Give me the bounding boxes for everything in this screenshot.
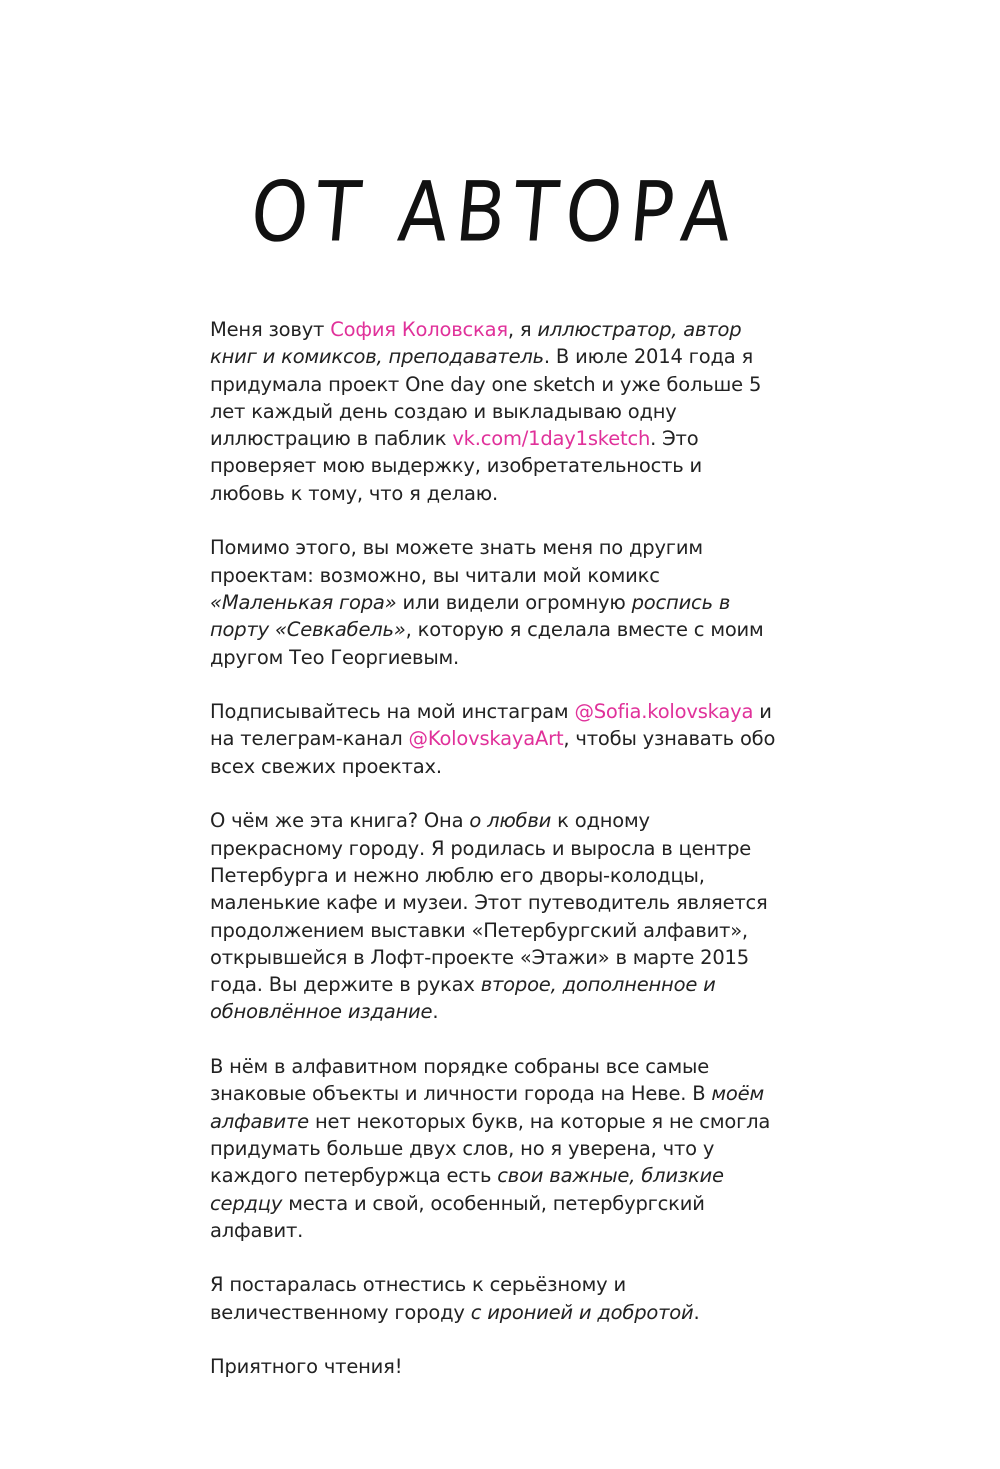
about-love: о любви — [469, 809, 552, 833]
text: В нём в алфавитном порядке собраны все самые знаковые объекты и личности города на Неве. В — [210, 1055, 712, 1106]
instagram-link[interactable]: @Sofia.kolovskaya — [574, 700, 754, 724]
text: . — [432, 1000, 439, 1024]
paragraph-alphabet — [210, 1053, 776, 1244]
text: , чтобы узнавать обо всех свежих проектах. — [210, 727, 776, 778]
edition-note: второе, дополненное и обновлённое издание — [210, 973, 716, 1024]
text: Меня зовут — [210, 318, 331, 341]
text: . В июле 2014 года я придумала проект One day one sketch и уже больше 5 лет каждый день создаю и выкладываю одну иллюстрацию в паблик — [210, 345, 762, 451]
text: или видели огромную — [396, 590, 632, 614]
paragraph-projects — [210, 534, 776, 670]
telegram-link[interactable]: @KolovskayaArt — [408, 727, 564, 751]
author-roles: иллюстратор, автор книг и комиксов, преподаватель — [210, 318, 742, 369]
text: Подписывайтесь на мой инстаграм — [210, 700, 575, 724]
text: О чём же эта книга? Она — [210, 809, 470, 833]
page-title: ОТ АВТОРА — [247, 163, 744, 261]
author-foreword — [210, 316, 776, 1408]
text: Я постаралась отнестись к серьёзному и величественному городу — [210, 1273, 626, 1324]
text: , которую я сделала вместе с моим другом Тео Георгиевым. — [210, 618, 764, 669]
text: нет некоторых букв, на которые я не смогла придумать больше двух слов, но я уверена, что у каждого петербуржца есть — [210, 1109, 771, 1188]
paragraph-social — [210, 698, 776, 780]
closing-text: Приятного чтения! — [210, 1355, 403, 1379]
paragraph-closing — [210, 1353, 776, 1380]
text: Помимо этого, вы можете знать меня по другим проектам: возможно, вы читали мой комикс — [210, 536, 703, 587]
comic-title: «Маленькая гора» — [210, 590, 397, 614]
text: , я — [507, 318, 538, 341]
text: места и свой, особенный, петербургский алфавит. — [210, 1191, 705, 1242]
paragraph-about-book — [210, 807, 776, 1025]
vk-link[interactable]: vk.com/1day1sketch — [452, 427, 651, 451]
important-places: свои важные, близкие сердцу — [210, 1164, 724, 1215]
text: . Это проверяет мою выдержку, изобретательность и любовь к тому, что я делаю. — [210, 427, 703, 505]
paragraph-intro — [210, 316, 776, 507]
my-alphabet: моём алфавите — [210, 1082, 764, 1133]
tone-phrase: с иронией и добротой — [470, 1300, 694, 1324]
text: и на телеграм-канал — [210, 700, 772, 751]
text: к одному прекрасному городу. Я родилась и выросла в центре Петербурга и нежно люблю его дворы-колодцы, маленькие кафе и музеи. Этот путеводитель является продолжением выставки «Петербургский алфавит», открывшейся в Лофт-проекте «Этажи» в марте 2015 года. Вы держите в руках — [210, 809, 768, 997]
author-name: София Коловская — [330, 318, 508, 341]
text: . — [693, 1300, 700, 1324]
mural-title: роспись в порту «Севкабель» — [210, 590, 731, 642]
paragraph-tone — [210, 1271, 776, 1326]
